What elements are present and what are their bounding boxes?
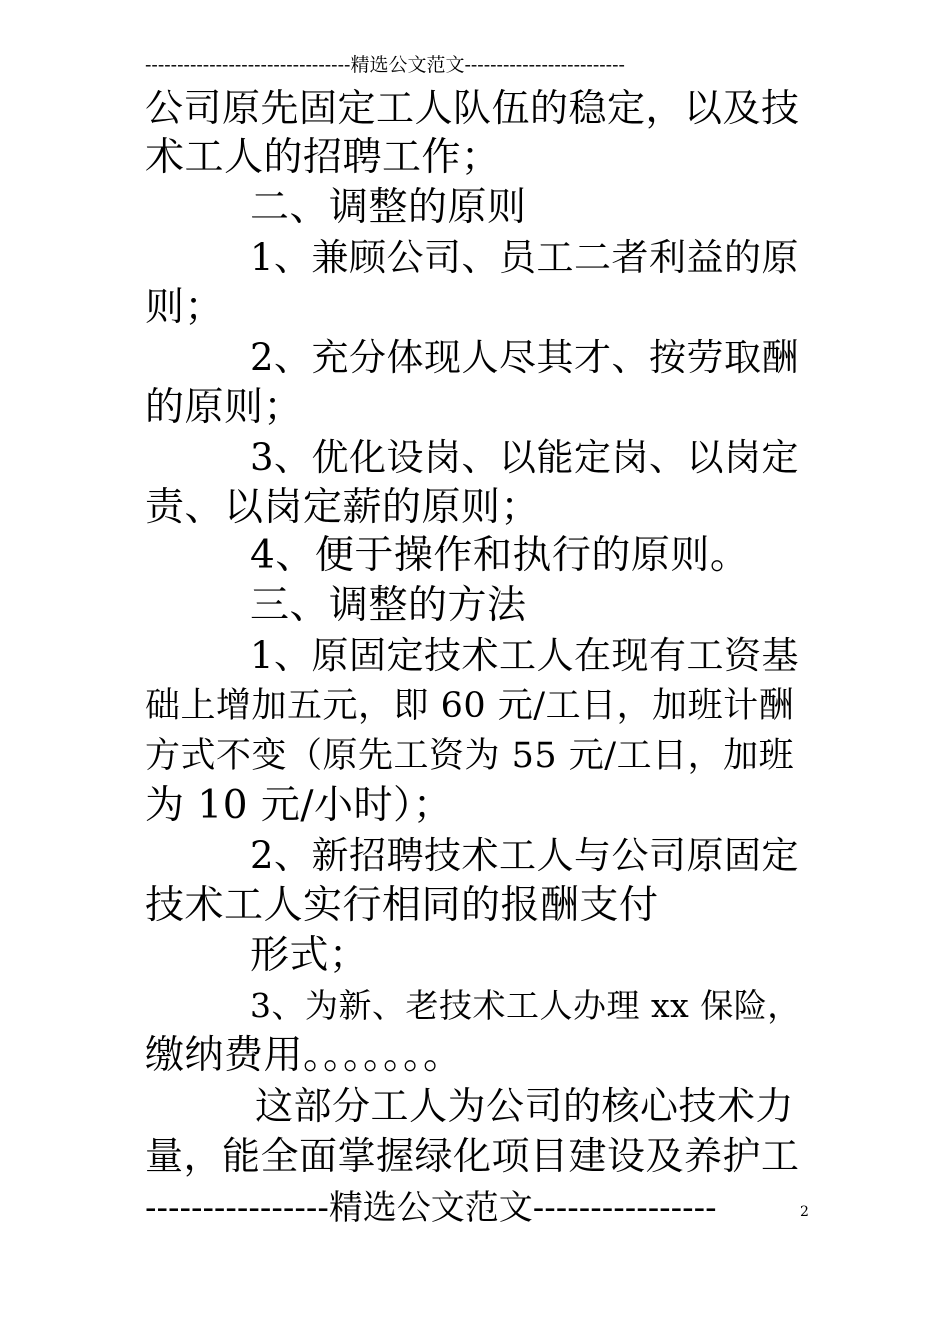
section-heading: 三、调整的方法	[250, 583, 527, 628]
text-line: 术工人的招聘工作；	[145, 135, 501, 180]
text-line: 量，能全面掌握绿化项目建设及养护工	[145, 1134, 800, 1178]
text-line: 这部分工人为公司的核心技术力	[255, 1084, 795, 1128]
text-line: 缴纳费用。。。。。。。	[145, 1033, 463, 1078]
text-line: 技术工人实行相同的报酬支付	[145, 883, 659, 928]
text-line: 2、充分体现人尽其才、按劳取酬	[250, 336, 800, 379]
text-line: 2、新招聘技术工人与公司原固定	[250, 834, 800, 877]
section-heading: 二、调整的原则	[250, 185, 527, 230]
text-line: 的原则；	[145, 385, 304, 430]
text-line: 3、优化设岗、以能定岗、以岗定	[250, 436, 800, 479]
text-line: 3、为新、老技术工人办理 xx 保险，	[250, 986, 801, 1025]
text-line: 则；	[145, 285, 225, 330]
page-header: --------------------------------精选公文范文-------------------------	[145, 54, 625, 76]
text-line: 形式；	[250, 933, 369, 978]
text-line: 公司原先固定工人队伍的稳定，以及技	[145, 86, 800, 130]
text-line: 1、兼顾公司、员工二者利益的原	[250, 236, 800, 279]
text-line: 为 10 元/小时）；	[145, 783, 453, 828]
text-line: 4、便于操作和执行的原则。	[250, 533, 750, 578]
page-footer: ----------------精选公文范文----------------	[145, 1188, 717, 1228]
text-line: 方式不变（原先工资为 55 元/工日，加班	[145, 736, 795, 776]
text-line: 1、原固定技术工人在现有工资基	[250, 634, 800, 677]
text-line: 责、以岗定薪的原则；	[145, 485, 541, 530]
page-number: 2	[800, 1204, 809, 1220]
text-line: 础上增加五元，即 60 元/工日，加班计酬	[145, 686, 795, 726]
